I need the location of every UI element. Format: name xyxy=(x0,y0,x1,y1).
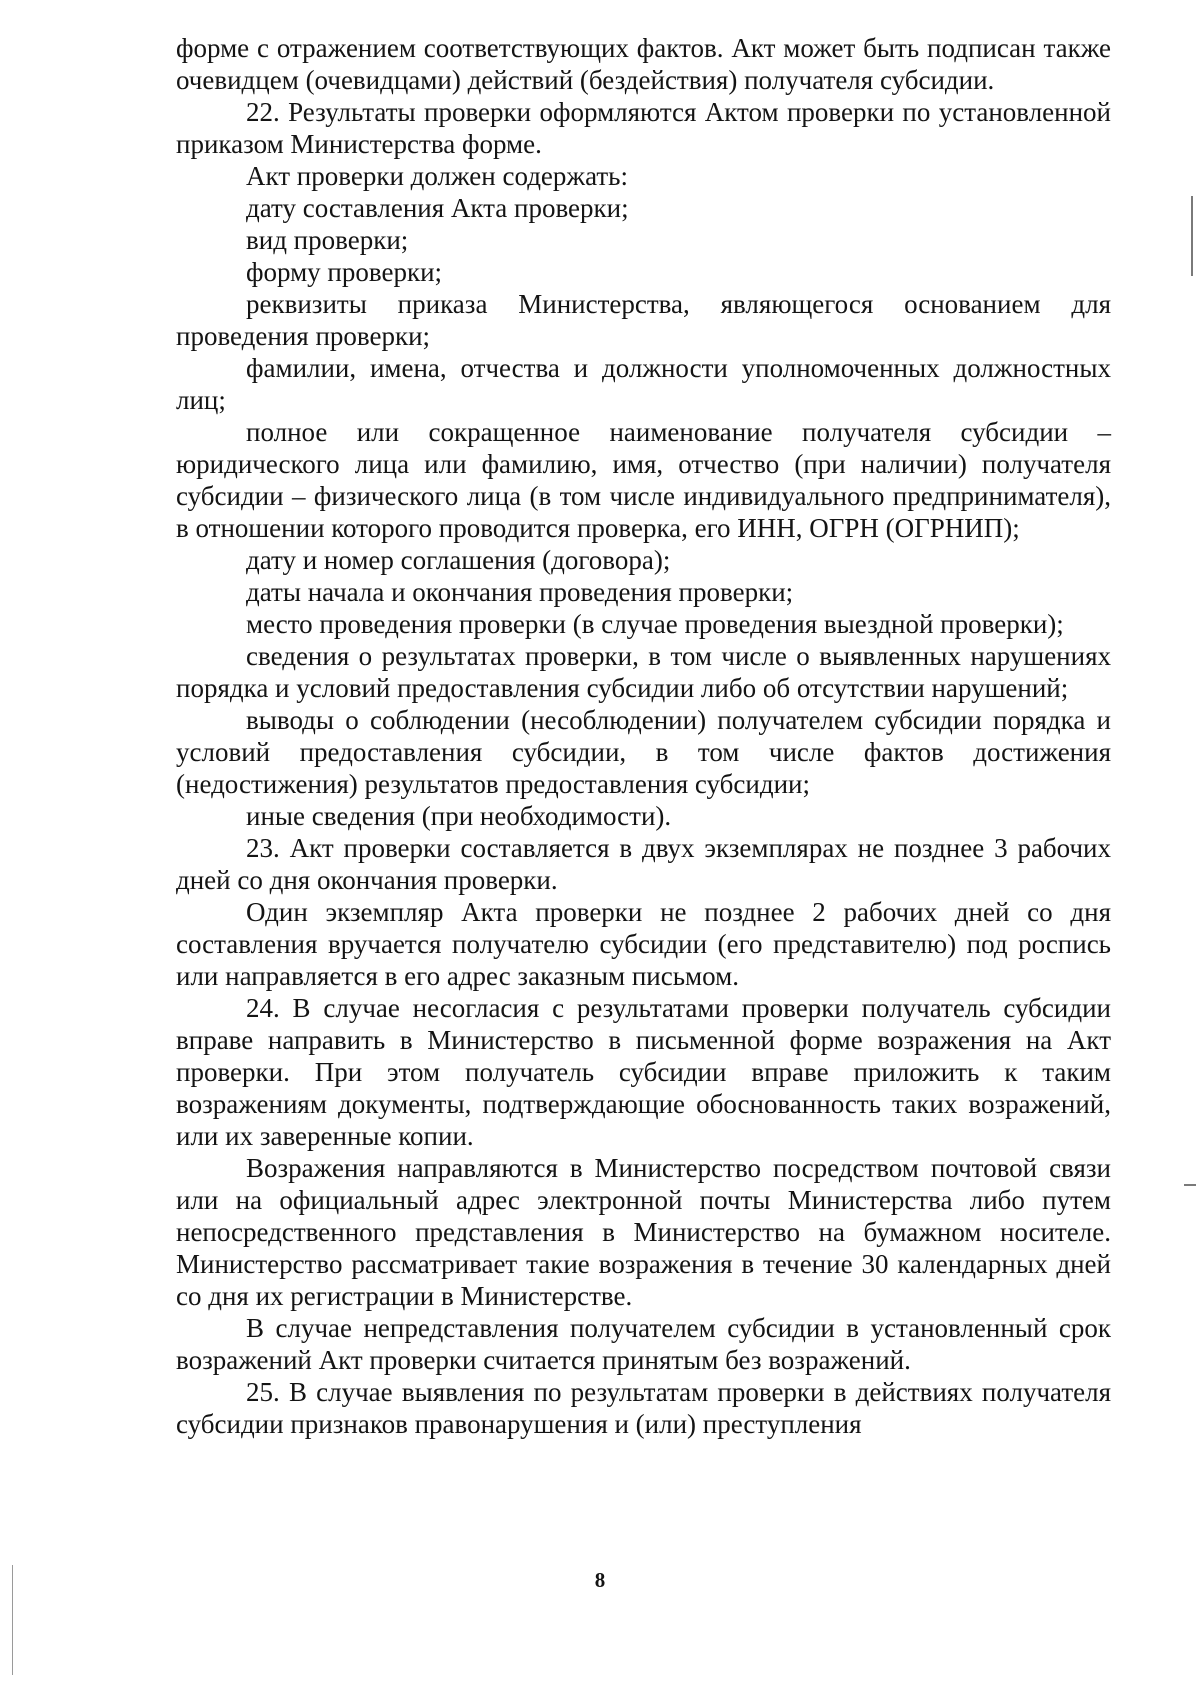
list-item-recipient-name: полное или сокращенное наименование получателя субсидии – юридического лица или фамилию, имя, отчество (при наличии) получателя субсидии – физического лица (в том числе индивидуального предпринимателя), в отношении которого проводится проверка, его ИНН, ОГРН (ОГРНИП); xyxy=(176,417,1111,543)
list-item-check-form: форму проверки; xyxy=(246,257,443,287)
paragraph-copy-delivery: Один экземпляр Акта проверки не позднее 2 рабочих дней со дня составления вручается получателю субсидии (его представителю) под роспись или направляется в его адрес заказным письмом. xyxy=(176,897,1111,991)
list-item-conclusions: выводы о соблюдении (несоблюдении) получателем субсидии порядка и условий предоставления субсидии, в том числе фактов достижения (недостижения) результатов предоставления субсидии; xyxy=(176,705,1111,799)
paragraph-clause-23: 23. Акт проверки составляется в двух экземплярах не позднее 3 рабочих дней со дня окончания проверки. xyxy=(176,833,1111,895)
list-item-order-details: реквизиты приказа Министерства, являющегося основанием для проведения проверки; xyxy=(176,289,1111,351)
list-item-dates: даты начала и окончания проведения проверки; xyxy=(246,577,794,607)
paragraph-act-contents-intro: Акт проверки должен содержать: xyxy=(246,161,628,191)
list-item-other: иные сведения (при необходимости). xyxy=(246,801,672,831)
paragraph-clause-25: 25. В случае выявления по результатам проверки в действиях получателя субсидии признаков правонарушения и (или) преступления xyxy=(176,1377,1111,1439)
list-item-agreement: дату и номер соглашения (договора); xyxy=(246,545,671,575)
list-item-date: дату составления Акта проверки; xyxy=(246,193,629,223)
list-item-results: сведения о результатах проверки, в том числе о выявленных нарушениях порядка и условий предоставления субсидии либо об отсутствии нарушений; xyxy=(176,641,1111,703)
list-item-place: место проведения проверки (в случае проведения выездной проверки); xyxy=(246,609,1064,639)
scan-edge-mark-right-lower xyxy=(1184,1184,1196,1186)
list-item-check-type: вид проверки; xyxy=(246,225,409,255)
scan-edge-mark-left xyxy=(12,1565,13,1675)
scan-edge-mark-right xyxy=(1191,196,1193,276)
paragraph-objections-submission: Возражения направляются в Министерство посредством почтовой связи или на официальный адрес электронной почты Министерства либо путем непосредственного представления в Министерство на бумажном носителе. Министерство рассматривает такие возражения в течение 30 календарных дней со дня их регистрации в Министерстве. xyxy=(176,1153,1111,1311)
document-body xyxy=(176,32,1111,1440)
paragraph-clause-24: 24. В случае несогласия с результатами проверки получатель субсидии вправе направить в Министерство в письменной форме возражения на Акт проверки. При этом получатель субсидии вправе приложить к таким возражениям документы, подтверждающие обоснованность таких возражений, или их заверенные копии. xyxy=(176,993,1111,1151)
list-item-officials: фамилии, имена, отчества и должности уполномоченных должностных лиц; xyxy=(176,353,1111,415)
page-number: 8 xyxy=(594,1568,606,1592)
paragraph-continuation: форме с отражением соответствующих фактов. Акт может быть подписан также очевидцем (очевидцами) действий (бездействия) получателя субсидии. xyxy=(176,33,1111,95)
paragraph-clause-22: 22. Результаты проверки оформляются Актом проверки по установленной приказом Министерства форме. xyxy=(176,97,1111,159)
paragraph-no-objections: В случае непредставления получателем субсидии в установленный срок возражений Акт проверки считается принятым без возражений. xyxy=(176,1313,1111,1375)
